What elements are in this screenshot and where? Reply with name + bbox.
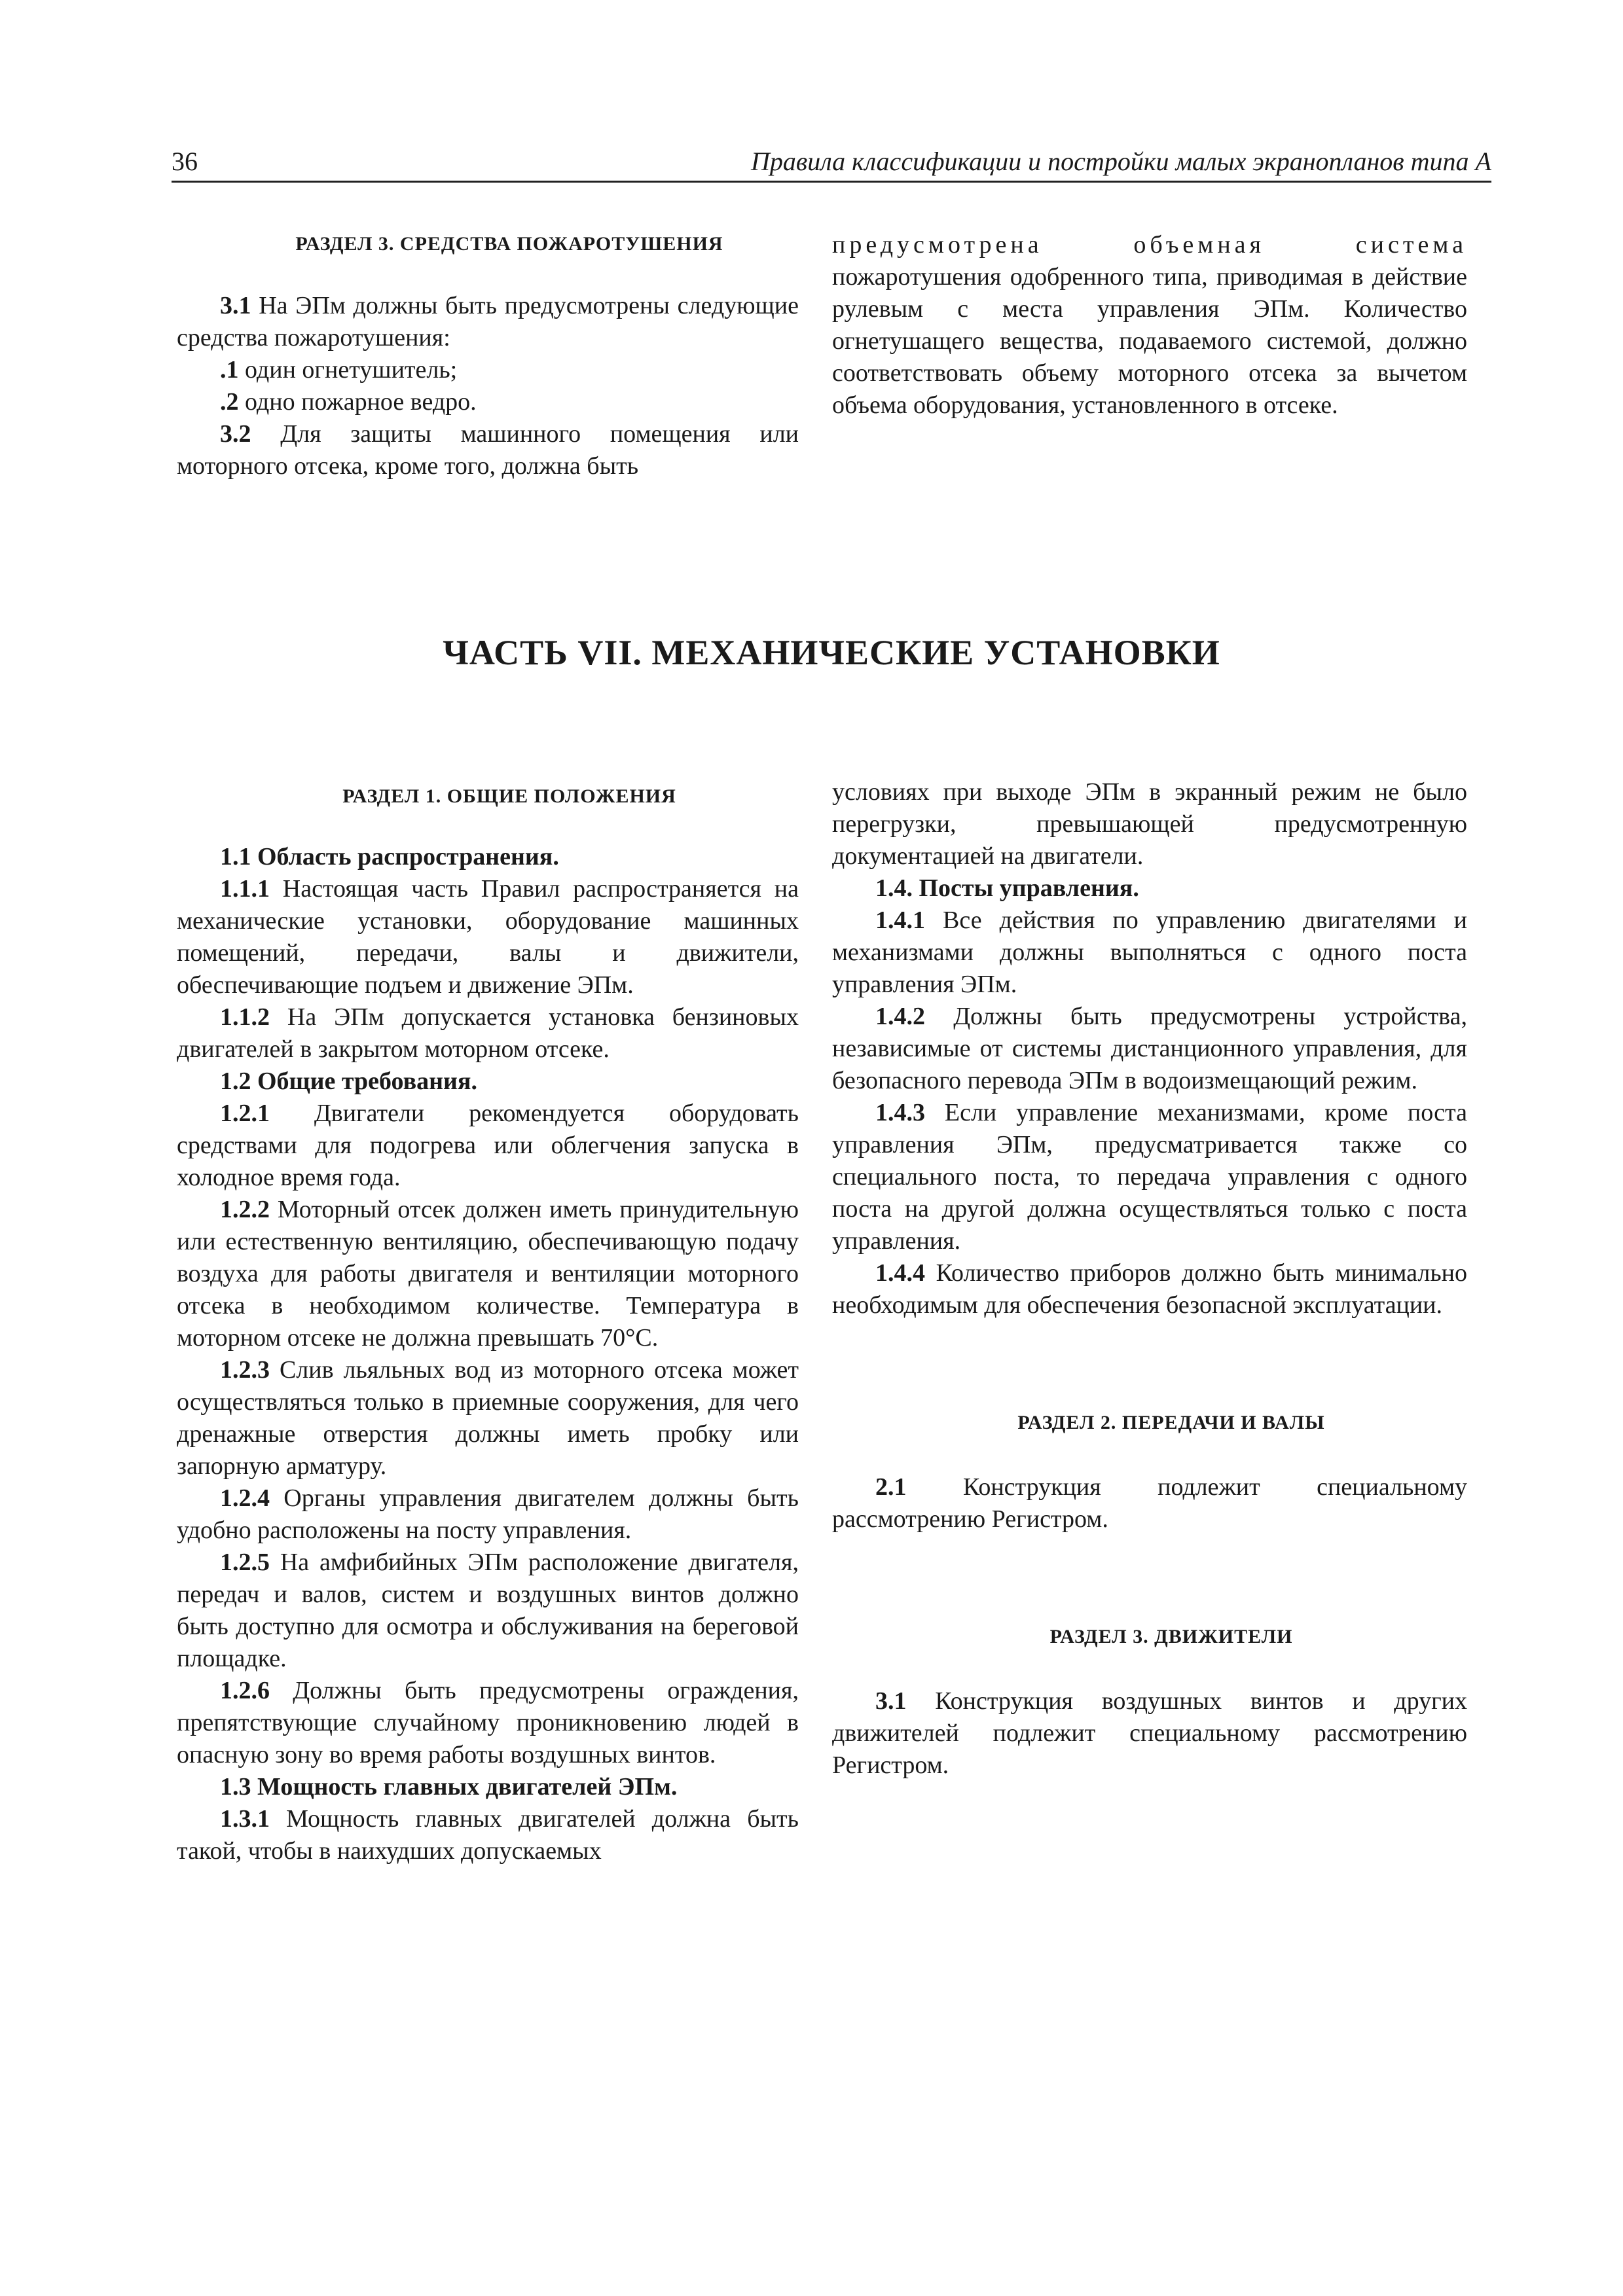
paragraph: 1.4.4 Количество приборов должно быть минимально необходимым для обеспечения безопасной эксплуатации. [832,1259,1467,1319]
mechanical-column-left [177,776,799,1867]
paragraph-continuation: пожаротушения одобренного типа, приводимая в действие рулевым с места управления ЭПм. Количество огнетушащего вещества, подаваемого системой, должно соответствовать объему моторного отсека за вычетом объема оборудования, установленного в отсеке. [832,263,1467,419]
paragraph: 1.1.2 На ЭПм допускается установка бензиновых двигателей в закрытом моторном отсеке. [177,1003,799,1063]
paragraph-continuation: условиях при выходе ЭПм в экранный режим не было перегрузки, превышающей предусмотренную документацией на двигатели. [832,778,1467,870]
fire-section-column-left [177,228,799,482]
section-title: РАЗДЕЛ 3. СРЕДСТВА ПОЖАРОТУШЕНИЯ [295,233,723,255]
paragraph: 1.4.3 Если управление механизмами, кроме поста управления ЭПм, предусматривается также со специального поста, то передача управления с одного поста на другой должна осуществляться только с поста управления. [832,1099,1467,1255]
paragraph: 3.1 Конструкция воздушных винтов и других движителей подлежит специальному рассмотрению Регистром. [832,1687,1467,1779]
section-title: РАЗДЕЛ 2. ПЕРЕДАЧИ И ВАЛЫ [1017,1412,1325,1433]
page-number: 36 [172,147,198,176]
paragraph: 1.4.2 Должны быть предусмотрены устройства, независимые от системы дистанционного управления, для безопасного перевода ЭПм в водоизмещающий режим. [832,1003,1467,1094]
paragraph: 2.1 Конструкция подлежит специальному рассмотрению Регистром. [832,1473,1467,1533]
clause-number: 3.1 [220,292,251,319]
paragraph: 1.4.1 Все действия по управлению двигателями и механизмами должны выполняться с одного поста управления ЭПм. [832,906,1467,998]
paragraph: 1.2.1 Двигатели рекомендуется оборудовать средствами для подогрева или облегчения запуска в холодное время года. [177,1100,799,1191]
section-title: РАЗДЕЛ 3. ДВИЖИТЕЛИ [1049,1626,1293,1647]
page-header [172,145,1491,183]
paragraph: 1.3.1 Мощность главных двигателей должна быть такой, чтобы в наихудших допускаемых [177,1805,799,1865]
paragraph: 1.2.5 На амфибийных ЭПм расположение двигателя, передач и валов, систем и воздушных винтов должно быть доступно для осмотра и обслуживания на береговой площадке. [177,1549,799,1672]
paragraph: 1.2.3 Слив льяльных вод из моторного отсека может осуществляться только в приемные сооружения, для чего дренажные отверстия должны иметь пробку или запорную арматуру. [177,1356,799,1480]
subsection-heading: 1.1 Область распространения. [220,843,559,870]
subsection-heading: 1.2 Общие требования. [220,1067,477,1095]
paragraph: 1.1.1 Настоящая часть Правил распространяется на механические установки, оборудование машинных помещений, передачи, валы и движители, обеспечивающие подъем и движение ЭПм. [177,875,799,999]
fire-section-column-right [832,229,1467,422]
list-item: .1 один огнетушитель; [220,356,458,384]
paragraph: 1.2.4 Органы управления двигателем должны быть удобно расположены на посту управления. [177,1484,799,1544]
list-item: .2 одно пожарное ведро. [220,388,477,416]
section-title: РАЗДЕЛ 1. ОБЩИЕ ПОЛОЖЕНИЯ [342,785,676,807]
paragraph: 1.2.2 Моторный отсек должен иметь принудительную или естественную вентиляцию, обеспечивающую подачу воздуха для работы двигателя и вентиляции моторного отсека в необходимом количестве. Температура в моторном отсеке не должна превышать 70°С. [177,1196,799,1352]
paragraph: 3.1 На ЭПм должны быть предусмотрены следующие средства пожаротушения: [177,292,799,351]
paragraph-continuation-line: предусмотрена объемная система [832,231,1467,259]
running-title: Правила классификации и постройки малых экранопланов типа А [750,147,1491,176]
paragraph: 3.2 Для защиты машинного помещения или моторного отсека, кроме того, должна быть [177,420,799,480]
paragraph: 1.2.6 Должны быть предусмотрены ограждения, препятствующие случайному проникновению людей в опасную зону во время работы воздушных винтов. [177,1677,799,1768]
subsection-heading: 1.4. Посты управления. [875,874,1139,902]
subsection-heading: 1.3 Мощность главных двигателей ЭПм. [220,1773,678,1801]
part-title: ЧАСТЬ VII. МЕХАНИЧЕСКИЕ УСТАНОВКИ [443,633,1220,672]
mechanical-column-right [832,776,1467,1782]
